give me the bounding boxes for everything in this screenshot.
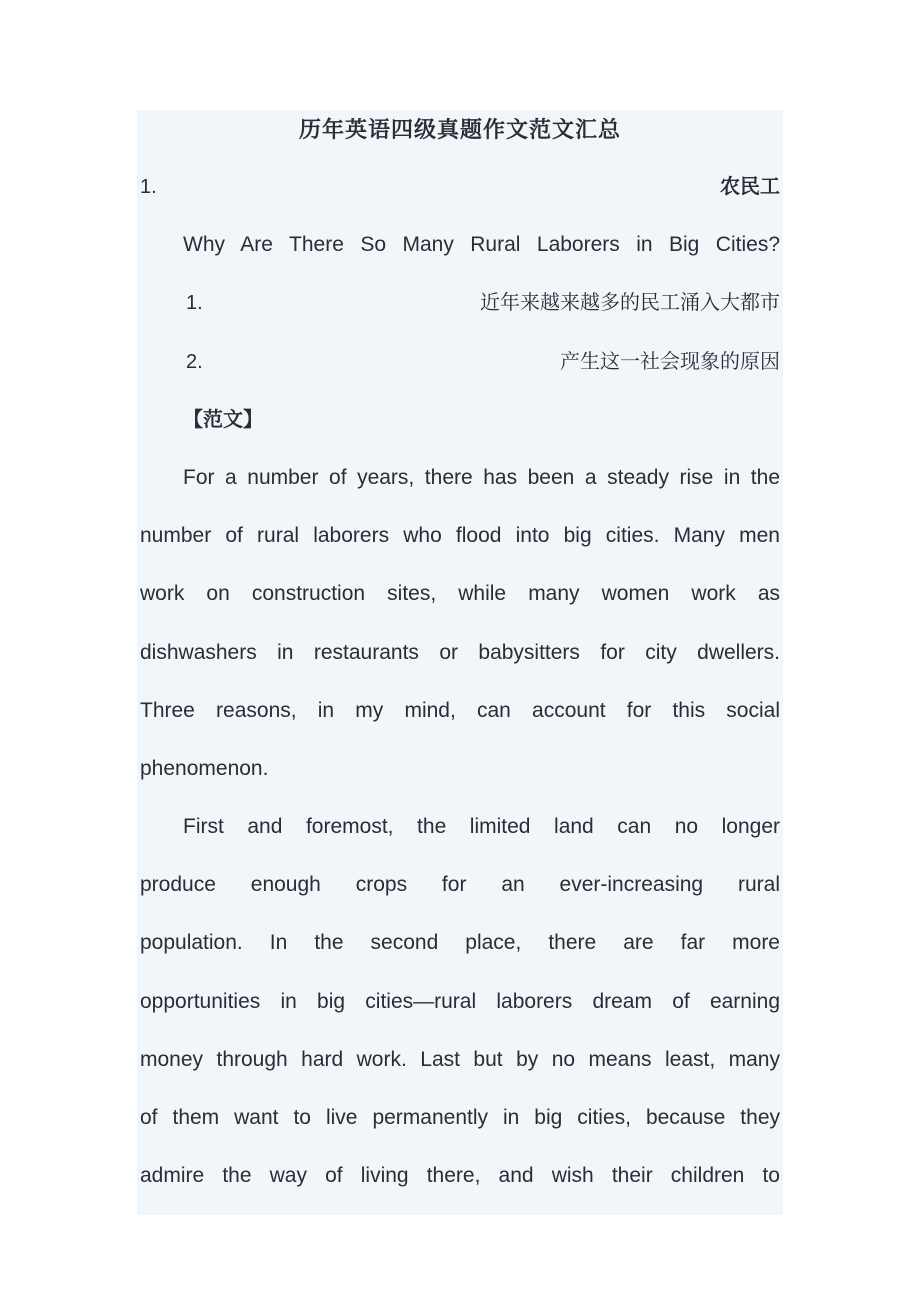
essay-line: number of rural laborers who flood into big cities. Many men [140,524,780,548]
essay-title: Why Are There So Many Rural Laborers in Big Cities? [183,233,780,257]
essay-line: opportunities in big cities—rural laborers dream of earning [140,989,780,1013]
essay-line: money through hard work. Last but by no means least, many [140,1047,780,1071]
essay-line: Three reasons, in my mind, can account for this social [140,698,780,722]
essay-line: First and foremost, the limited land can no longer [183,815,780,839]
section-row [140,158,780,216]
essay-line: phenomenon. [140,756,269,780]
section-number: 1. [140,176,157,198]
essay-line: population. In the second place, there are far more [140,931,780,955]
document-page [137,110,783,1215]
essay-line: For a number of years, there has been a steady rise in the [183,465,780,489]
essay-line: admire the way of living there, and wish their children to [140,1164,780,1188]
essay-line: work on construction sites, while many women work as [140,582,780,606]
outline-item-2 [140,333,780,391]
document-title: 历年英语四级真题作文范文汇总 [298,117,621,142]
outline-number-1: 1. [186,292,203,315]
outline-number-2: 2. [186,350,203,373]
outline-item-1 [140,274,780,332]
outline-text-2: 产生这一社会现象的原因 [560,350,780,373]
section-title: 农民工 [720,176,780,198]
sample-essay-label: 【范文】 [183,408,263,431]
outline-text-1: 近年来越来越多的民工涌入大都市 [480,292,780,315]
essay-line: dishwashers in restaurants or babysitters for city dwellers. [140,640,780,664]
essay-line: of them want to live permanently in big cities, because they [140,1106,780,1129]
essay-line: produce enough crops for an ever-increasing rural [140,873,780,897]
